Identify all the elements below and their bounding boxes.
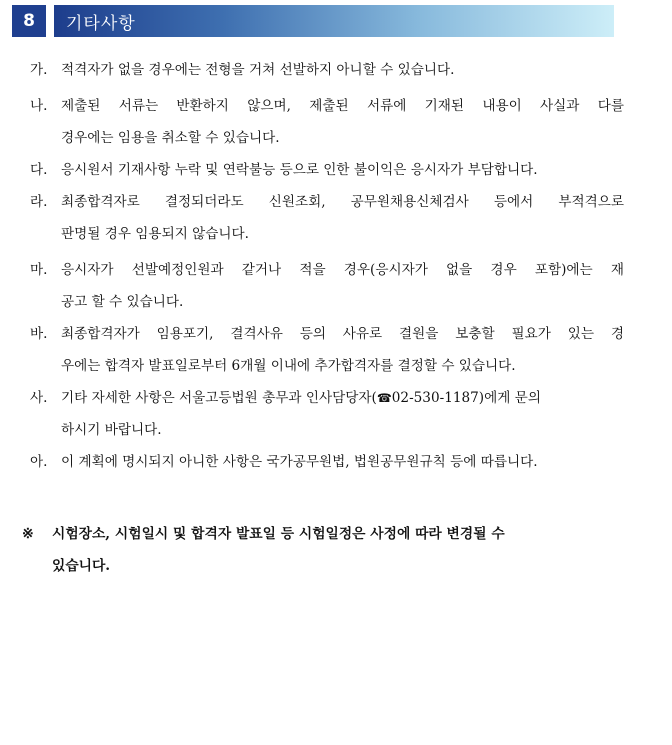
schedule-note <box>22 518 624 582</box>
list-item <box>30 90 624 154</box>
section-header <box>12 5 614 37</box>
item-text: 우에는 합격자 발표일로부터 6개월 이내에 추가합격자를 결정할 수 있습니다. <box>61 358 516 374</box>
list-item <box>30 254 624 318</box>
section-number-badge: 8 <box>12 5 46 37</box>
section-title: 기타사항 <box>54 5 614 37</box>
item-text: 최종합격자가 임용포기, 결격사유 등의 사유로 결원을 보충할 필요가 있는 경 <box>61 326 624 342</box>
item-text: 응시원서 기재사항 누락 및 연락불능 등으로 인한 불이익은 응시자가 부담합니다. <box>61 162 538 178</box>
phone-number: 02-530-1187 <box>391 390 479 406</box>
item-text: 판명될 경우 임용되지 않습니다. <box>61 226 249 242</box>
list-item <box>30 382 624 446</box>
item-marker: 바. <box>30 326 48 342</box>
item-text: 이 계획에 명시되지 아니한 사항은 국가공무원법, 법원공무원규칙 등에 따릅니다. <box>61 454 538 470</box>
notice-list <box>30 54 624 478</box>
item-marker: 나. <box>30 98 48 114</box>
item-text: 하시기 바랍니다. <box>61 422 162 438</box>
item-marker: 마. <box>30 262 48 278</box>
item-marker: 라. <box>30 194 48 210</box>
item-marker: 사. <box>30 390 48 406</box>
list-item <box>30 154 624 186</box>
note-text: 있습니다. <box>52 558 111 574</box>
item-marker: 가. <box>30 62 48 78</box>
item-text: 적격자가 없을 경우에는 전형을 거쳐 선발하지 아니할 수 있습니다. <box>61 62 455 78</box>
item-marker: 다. <box>30 162 48 178</box>
note-marker: ※ <box>22 526 34 542</box>
phone-icon: ☎ <box>376 391 392 405</box>
item-text: 공고 할 수 있습니다. <box>61 294 184 310</box>
list-item <box>30 186 624 250</box>
note-text: 시험장소, 시험일시 및 합격자 발표일 등 시험일정은 사정에 따라 변경될 수 <box>52 526 505 542</box>
item-text <box>61 382 624 414</box>
item-text-part: )에게 문의 <box>478 390 541 406</box>
list-item <box>30 318 624 382</box>
item-text: 응시자가 선발예정인원과 같거나 적을 경우(응시자가 없을 경우 포함)에는 재 <box>61 262 624 278</box>
item-text: 최종합격자로 결정되더라도 신원조회, 공무원채용신체검사 등에서 부적격으로 <box>61 194 624 210</box>
item-text-part: 기타 자세한 사항은 서울고등법원 총무과 인사담당자( <box>61 390 377 406</box>
list-item <box>30 446 624 478</box>
item-text: 경우에는 임용을 취소할 수 있습니다. <box>61 130 280 146</box>
item-marker: 아. <box>30 454 48 470</box>
list-item <box>30 54 624 86</box>
item-text: 제출된 서류는 반환하지 않으며, 제출된 서류에 기재된 내용이 사실과 다를 <box>61 98 624 114</box>
